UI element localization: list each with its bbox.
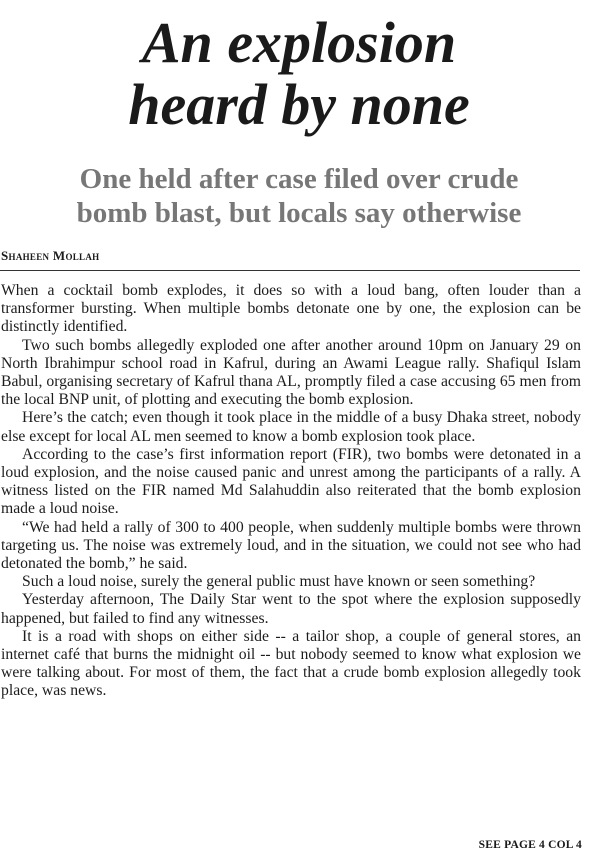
- paragraph-3: Here’s the catch; even though it took place in the middle of a busy Dhaka street, nobody else except for local AL men seemed to know a bomb explosion took place.: [1, 409, 581, 445]
- byline-divider: [0, 270, 580, 271]
- subheadline-line-1: One held after case filed over crude: [79, 163, 519, 195]
- continuation-jump-line: SEE PAGE 4 COL 4: [478, 839, 582, 851]
- headline-line-1: An explosion: [141, 10, 457, 75]
- headline-line-2: heard by none: [128, 72, 470, 137]
- paragraph-8: It is a road with shops on either side -- a tailor shop, a couple of general stores, an internet café that burns the midnight oil -- but nobody seemed to know what explosion we were talking about. For most of them, the fact that a crude bomb explosion allegedly took place, was news.: [1, 627, 581, 700]
- paragraph-5: “We had held a rally of 300 to 400 people, when suddenly multiple bombs were thrown targeting us. The noise was extremely loud, and in the situation, we could not see who had detonated the bomb,” he said.: [1, 518, 581, 573]
- subheadline-line-2: bomb blast, but locals say otherwise: [76, 197, 522, 229]
- paragraph-2: Two such bombs allegedly exploded one after another around 10pm on January 29 on North Ibrahimpur school road in Kafrul, during an Awami League rally. Shafiqul Islam Babul, organising secretary of Kafrul thana AL, promptly filed a case accusing 65 men from the local BNP unit, of plotting and executing the bomb explosion.: [1, 336, 581, 409]
- subheadline: [0, 162, 598, 230]
- paragraph-7: Yesterday afternoon, The Daily Star went to the spot where the explosion supposedly happened, but failed to find any witnesses.: [1, 591, 581, 627]
- headline: [0, 12, 598, 136]
- byline: Shaheen Mollah: [1, 248, 100, 263]
- article-body: [1, 282, 581, 701]
- paragraph-6: Such a loud noise, surely the general public must have known or seen something?: [22, 573, 536, 591]
- paragraph-1: When a cocktail bomb explodes, it does so with a loud bang, often louder than a transformer bursting. When multiple bombs detonate one by one, the explosion can be distinctly identified.: [1, 282, 581, 336]
- paragraph-4: According to the case’s first information report (FIR), two bombs were detonated in a loud explosion, and the noise caused panic and unrest among the participants of a rally. A witness listed on the FIR named Md Salahuddin also reiterated that the bomb explosion made a loud noise.: [1, 445, 581, 518]
